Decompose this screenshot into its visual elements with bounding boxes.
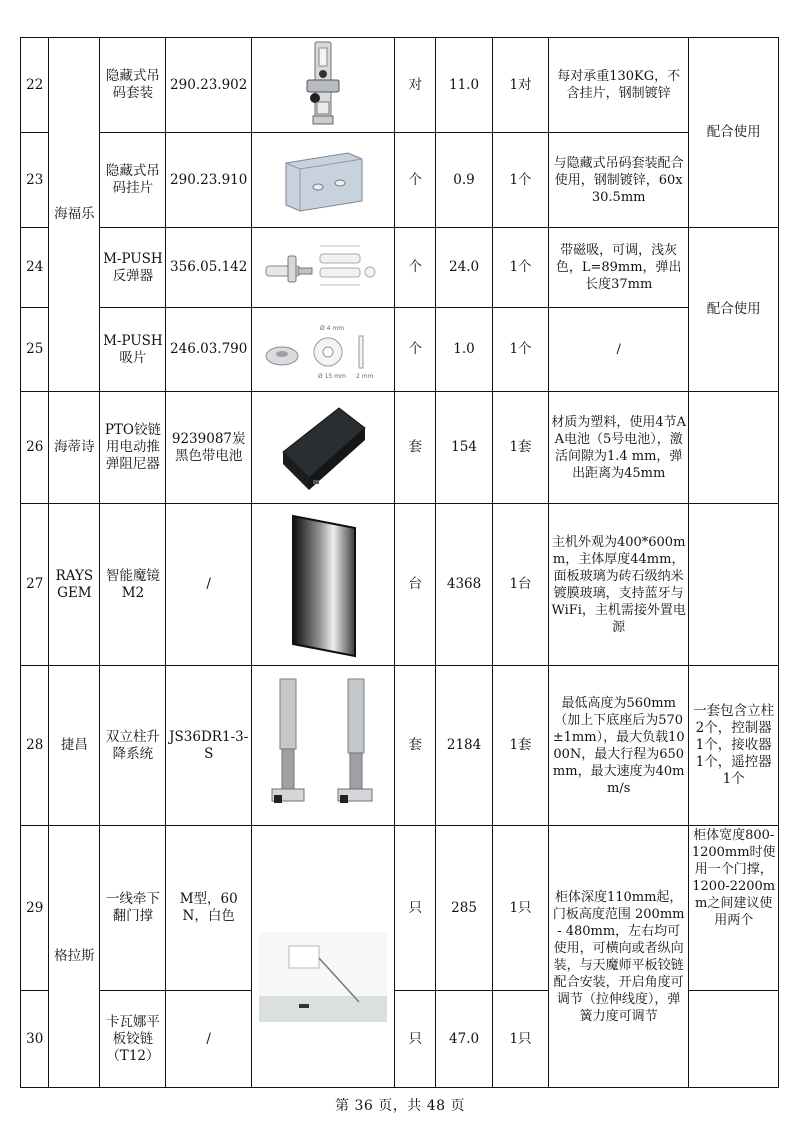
description: 柜体深度110mm起，门板高度范围 200mm - 480mm，左右均可使用，可横向或者纵向装，与天魔师平板铰链配合安装，开启角度可调节（拉伸线度），弹簧力度可调节 — [548, 826, 688, 1088]
description: / — [548, 308, 688, 392]
unit-price: 4368 — [436, 504, 493, 666]
striker-plate-image — [251, 308, 394, 392]
quantity: 1对 — [493, 38, 549, 133]
product-name: 双立柱升降系统 — [100, 666, 166, 826]
unit: 个 — [395, 228, 436, 308]
remark-cell: 一套包含立柱2个，控制器1个，接收器1个，遥控器1个 — [689, 666, 779, 826]
row-number: 22 — [21, 38, 49, 133]
quantity: 1套 — [493, 666, 549, 826]
product-model: 9239087炭黑色带电池 — [166, 392, 251, 504]
electric-pusher-image — [251, 392, 394, 504]
product-model: 246.03.790 — [166, 308, 251, 392]
table-row — [21, 826, 779, 991]
table-row — [21, 504, 779, 666]
unit: 套 — [395, 666, 436, 826]
unit-price: 24.0 — [436, 228, 493, 308]
description: 带磁吸，可调，浅灰色，L=89mm，弹出长度37mm — [548, 228, 688, 308]
brand-cell: 海蒂诗 — [49, 392, 100, 504]
product-model: M型，60N，白色 — [166, 826, 251, 991]
product-model: 290.23.902 — [166, 38, 251, 133]
table-row — [21, 133, 779, 228]
row-number: 29 — [21, 826, 49, 991]
lifting-column-image — [251, 666, 394, 826]
quantity: 1个 — [493, 228, 549, 308]
unit: 只 — [395, 826, 436, 991]
thickness-label: 2 mm — [356, 372, 374, 380]
product-model: 290.23.910 — [166, 133, 251, 228]
quantity: 1套 — [493, 392, 549, 504]
unit-price: 2184 — [436, 666, 493, 826]
description: 主机外观为400*600mm，主体厚度44mm，面板玻璃为砖石级纳米镀膜玻璃，支持蓝牙与WiFi，主机需接外置电源 — [548, 504, 688, 666]
push-latch-image — [251, 228, 394, 308]
product-name: 一线牵下翻门撑 — [100, 826, 166, 991]
description: 与隐藏式吊码套装配合使用，钢制镀锌，60x30.5mm — [548, 133, 688, 228]
unit-price: 47.0 — [436, 991, 493, 1088]
brand-cell: 捷昌 — [49, 666, 100, 826]
unit: 套 — [395, 392, 436, 504]
product-name: M-PUSH吸片 — [100, 308, 166, 392]
hanger-plate-image — [251, 133, 394, 228]
row-number: 23 — [21, 133, 49, 228]
description: 最低高度为560mm（加上下底座后为570±1mm），最大负载1000N，最大行程为650mm，最大速度为40mm/s — [548, 666, 688, 826]
diameter-bottom-label: Ø 15 mm — [318, 372, 347, 380]
unit-price: 154 — [436, 392, 493, 504]
smart-mirror-image — [251, 504, 394, 666]
product-name: 隐藏式吊码套装 — [100, 38, 166, 133]
product-name: 智能魔镜M2 — [100, 504, 166, 666]
description: 每对承重130KG，不含挂片，钢制镀锌 — [548, 38, 688, 133]
product-name: PTO铰链用电动推弹阻尼器 — [100, 392, 166, 504]
table-row — [21, 38, 779, 133]
row-number: 28 — [21, 666, 49, 826]
product-model: 356.05.142 — [166, 228, 251, 308]
unit-price: 1.0 — [436, 308, 493, 392]
unit: 只 — [395, 991, 436, 1088]
product-name: M-PUSH反弹器 — [100, 228, 166, 308]
row-number: 26 — [21, 392, 49, 504]
description: 材质为塑料，使用4节AA电池（5号电池），激活间隙为1.4 mm，弹出距离为45mm — [548, 392, 688, 504]
remark-cell — [689, 991, 779, 1088]
table-row — [21, 392, 779, 504]
product-model: JS36DR1-3-S — [166, 666, 251, 826]
remark-cell — [689, 504, 779, 666]
unit-price: 11.0 — [436, 38, 493, 133]
row-number: 24 — [21, 228, 49, 308]
table-row — [21, 228, 779, 308]
brand-cell: 格拉斯 — [49, 826, 100, 1088]
product-name: 隐藏式吊码挂片 — [100, 133, 166, 228]
product-model: / — [166, 991, 251, 1088]
row-number: 27 — [21, 504, 49, 666]
quantity: 1台 — [493, 504, 549, 666]
remark-cell: 配合使用 — [689, 38, 779, 228]
quantity: 1只 — [493, 991, 549, 1088]
quantity: 1个 — [493, 308, 549, 392]
brand-cell: 海福乐 — [49, 38, 100, 392]
brand-cell: RAYSGEM — [49, 504, 100, 666]
unit: 对 — [395, 38, 436, 133]
product-model: / — [166, 504, 251, 666]
page-footer: 第 36 页，共 48 页 — [335, 1098, 465, 1114]
table-row — [21, 666, 779, 826]
quantity: 1只 — [493, 826, 549, 991]
product-name: 卡瓦娜平板铰链（T12） — [100, 991, 166, 1088]
remark-cell: 配合使用 — [689, 228, 779, 392]
remark-cell — [689, 392, 779, 504]
unit: 个 — [395, 308, 436, 392]
table-row — [21, 308, 779, 392]
unit: 台 — [395, 504, 436, 666]
unit: 个 — [395, 133, 436, 228]
row-number: 25 — [21, 308, 49, 392]
unit-price: 285 — [436, 826, 493, 991]
diameter-top-label: Ø 4 mm — [320, 324, 345, 332]
flap-stay-image — [251, 826, 394, 1088]
unit-price: 0.9 — [436, 133, 493, 228]
remark-cell: 柜体宽度800-1200mm时使用一个门撑，1200-2200mm之间建议使用两个 — [689, 826, 779, 991]
row-number: 30 — [21, 991, 49, 1088]
product-table — [20, 37, 779, 1088]
hanger-bracket-set-image — [251, 38, 394, 133]
quantity: 1个 — [493, 133, 549, 228]
